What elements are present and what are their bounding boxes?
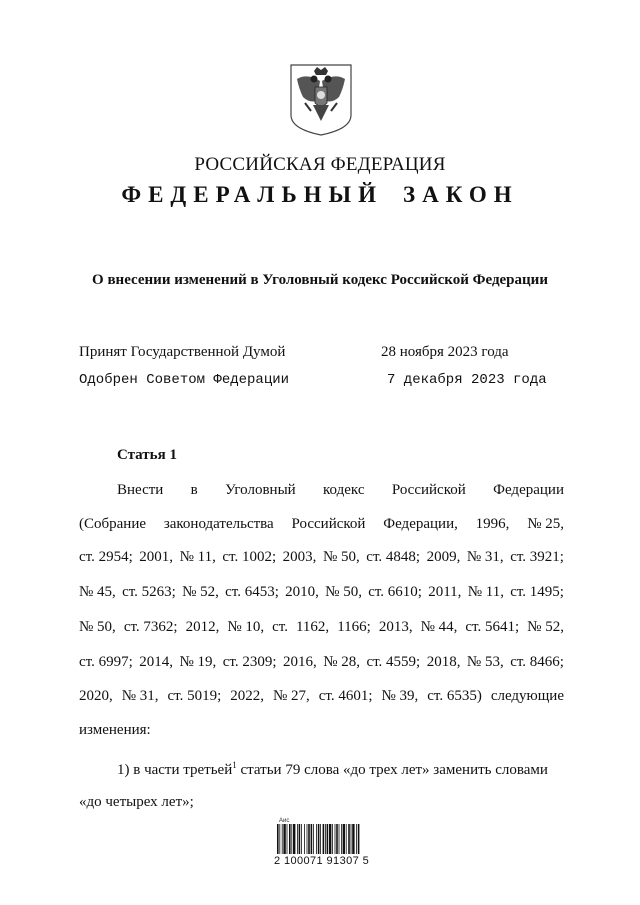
word: следующие [490,688,564,704]
item-1-text-a: 1) в части третьей [117,762,233,778]
item-1-text [117,760,548,779]
barcode-bar [318,824,320,854]
word: № 44, [420,619,458,635]
word: ст. 7362; [123,619,178,635]
word: Федерации [493,482,564,498]
barcode-caption: Аис [279,818,290,824]
word: 2011, [428,584,462,600]
word: 2010, [285,584,319,600]
barcode-bar [348,824,350,854]
law-type-heading [0,182,640,208]
word: ст. 2954; [79,549,133,565]
barcode-bar [293,824,295,854]
barcode-bar [299,824,301,854]
word: 2009, [426,549,461,565]
article-title: Статья 1 [117,447,177,463]
word: (Собрание [79,516,147,532]
article-text-line-5 [79,619,564,636]
adopted-date: 28 ноября 2023 года [381,344,509,360]
word: ст. 5641; [465,619,520,635]
word: № 10, [227,619,265,635]
word: № 53, [466,654,504,670]
barcode-bar [316,824,317,854]
word: № 11, [179,549,216,565]
barcode-bar [346,824,347,854]
barcode-bar [323,824,325,854]
word: Федерации, [383,516,458,532]
coat-of-arms-emblem [289,63,353,137]
word: Российской [291,516,366,532]
word: ст. 6610; [368,584,422,600]
article-text-line-8: изменения: [79,722,151,738]
barcode-bar [351,824,352,854]
article-text-line-6 [79,654,564,671]
word: № 31, [121,688,159,704]
word: 2022, [230,688,264,704]
barcode-bar [279,824,280,854]
word: 2013, [378,619,413,635]
barcode-bar [311,824,313,854]
word: 2016, [282,654,317,670]
article-text-line-1 [117,482,564,499]
word: № 52, [527,619,564,635]
barcode-bar [352,824,354,854]
barcode-bar [356,824,357,854]
word: Уголовный [225,482,296,498]
barcode-bar [329,824,331,854]
approved-by-council-label: Одобрен Советом Федерации [79,372,290,388]
article-text-line-3 [79,549,564,566]
word: 1996, [475,516,510,532]
law-title-word-1: ФЕДЕРАЛЬНЫЙ [121,182,384,207]
country-heading: РОССИЙСКАЯ ФЕДЕРАЦИЯ [194,154,446,175]
barcode-bar [336,824,338,854]
word: 1166; [337,619,371,635]
word: 2018, [426,654,461,670]
word: законодательства [163,516,274,532]
word: ст. 6535) [427,688,482,704]
word: ст. 4848; [366,549,421,565]
word: ст. 5019; [167,688,222,704]
word: № 52, [182,584,219,600]
barcode-bar [277,824,279,854]
word: 1162, [295,619,330,635]
word: № 28, [323,654,360,670]
article-text-line-7 [79,688,564,705]
barcode-bar [320,824,321,854]
word: 2012, [185,619,220,635]
word: № 19, [179,654,217,670]
word: № 11, [467,584,504,600]
approved-date: 7 декабря 2023 года [387,372,547,388]
law-title-word-2: ЗАКОН [403,182,519,207]
barcode-bar [335,824,336,854]
word: № 25, [527,516,564,532]
word: ст. 1002; [222,549,277,565]
barcode-bar [301,824,302,854]
word: Внести [117,482,164,498]
word: № 50, [79,619,116,635]
word: ст. 1495; [510,584,564,600]
word: ст. 2309; [222,654,277,670]
word: № 27, [272,688,310,704]
word: кодекс [323,482,365,498]
barcode-bar [289,824,291,854]
word: ст. 4559; [366,654,421,670]
barcode-bar [343,824,345,854]
word: ст. 6997; [79,654,133,670]
barcode-bar [297,824,298,854]
item-1-text-b: статьи 79 слова «до трех лет» заменить словами [236,762,548,778]
word: № 45, [79,584,116,600]
word: 2003, [282,549,317,565]
barcode-bar [341,824,342,854]
item-1-continuation: «до четырех лет»; [79,794,194,810]
adopted-by-duma-label: Принят Государственной Думой [79,344,286,360]
item-1-superscript: 1 [232,760,237,770]
barcode-bar [291,824,292,854]
barcode-bar [327,824,329,854]
word: № 31, [466,549,504,565]
barcode-bar [283,824,285,854]
barcode-bar [332,824,333,854]
word: в [190,482,198,498]
barcode-bar [282,824,283,854]
barcode-bar [287,824,288,854]
word: ст. 6453; [225,584,279,600]
barcode-bar [313,824,314,854]
article-text-line-2 [79,516,564,533]
word: ст. 8466; [510,654,564,670]
word: Российской [391,482,466,498]
barcode-bar [325,824,326,854]
article-text-line-4 [79,584,564,601]
word: № 50, [325,584,362,600]
barcode-bar [308,824,310,854]
word: 2014, [139,654,173,670]
word: ст. 5263; [122,584,176,600]
word: ст. [272,619,288,635]
barcode-bar [304,824,305,854]
word: № 39, [381,688,419,704]
barcode-image [276,822,360,856]
barcode-number: 2 100071 91307 5 [274,855,370,867]
barcode-bar [358,824,360,854]
word: 2001, [139,549,174,565]
barcode-bar [339,824,340,854]
word: 2020, [79,688,113,704]
word: № 50, [322,549,360,565]
word: ст. 4601; [318,688,373,704]
word: ст. 3921; [510,549,564,565]
barcode-bar [307,824,308,854]
law-subject-title: О внесении изменений в Уголовный кодекс Российской Федерации [92,272,548,288]
